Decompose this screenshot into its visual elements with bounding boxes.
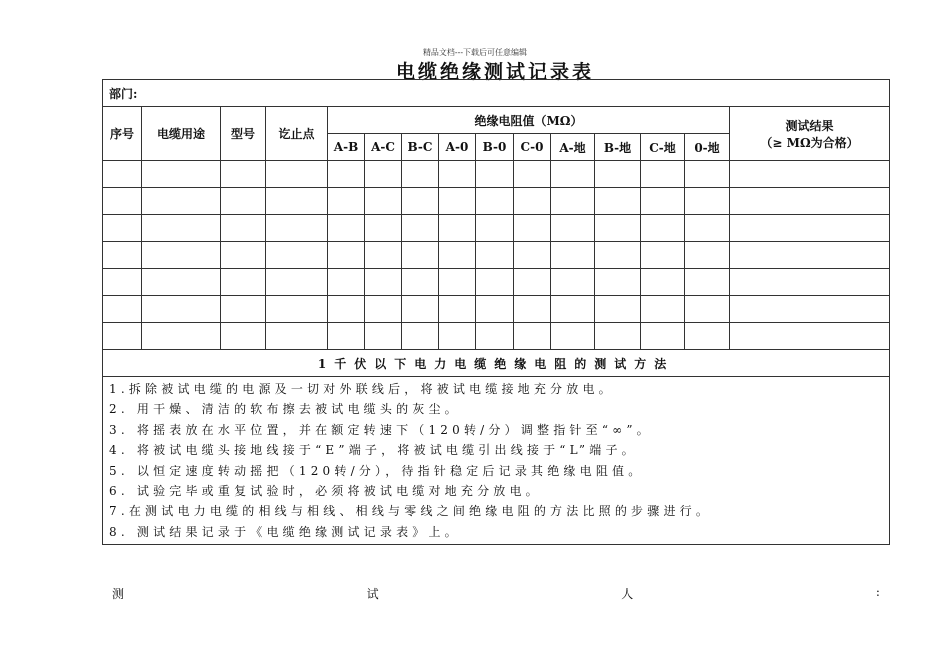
- table-cell[interactable]: [685, 296, 730, 323]
- table-row: [103, 161, 890, 188]
- table-cell[interactable]: [402, 215, 439, 242]
- table-cell[interactable]: [221, 188, 266, 215]
- table-cell[interactable]: [266, 323, 328, 350]
- method-step: 3. 将摇表放在水平位置，并在额定转速下（120转/分）调整指针至“∞”。: [109, 422, 653, 437]
- table-cell[interactable]: [641, 296, 685, 323]
- table-row: [103, 242, 890, 269]
- table-cell[interactable]: [266, 269, 328, 296]
- table-row: [103, 296, 890, 323]
- table-cell[interactable]: [142, 161, 221, 188]
- table-cell[interactable]: [439, 215, 476, 242]
- table-cell[interactable]: [365, 296, 402, 323]
- table-cell[interactable]: [266, 296, 328, 323]
- table-cell[interactable]: [730, 188, 890, 215]
- table-cell[interactable]: [439, 161, 476, 188]
- table-cell[interactable]: [328, 242, 365, 269]
- table-cell[interactable]: [551, 161, 595, 188]
- table-cell[interactable]: [595, 242, 641, 269]
- table-cell[interactable]: [551, 269, 595, 296]
- table-cell[interactable]: [266, 188, 328, 215]
- table-cell[interactable]: [551, 323, 595, 350]
- col-sub-1: A-C: [365, 134, 402, 161]
- table-cell[interactable]: [266, 161, 328, 188]
- signature-char: :: [875, 585, 880, 599]
- table-cell[interactable]: [730, 161, 890, 188]
- table-cell[interactable]: [730, 323, 890, 350]
- table-cell[interactable]: [685, 188, 730, 215]
- method-title: 1千伏以下电力电缆绝缘电阻的测试方法: [103, 350, 890, 377]
- table-cell[interactable]: [266, 242, 328, 269]
- table-cell[interactable]: [685, 242, 730, 269]
- table-cell[interactable]: [476, 188, 514, 215]
- table-cell[interactable]: [641, 188, 685, 215]
- col-result-line2: （≥ MΩ为合格）: [760, 135, 859, 150]
- col-model: 型号: [221, 107, 266, 161]
- col-sub-2: B-C: [402, 134, 439, 161]
- method-steps: [103, 377, 890, 545]
- table-cell[interactable]: [328, 215, 365, 242]
- table-cell[interactable]: [595, 296, 641, 323]
- col-usage: 电缆用途: [142, 107, 221, 161]
- table-cell[interactable]: [365, 215, 402, 242]
- table-cell[interactable]: [402, 161, 439, 188]
- dept-label: 部门:: [103, 80, 890, 107]
- table-cell[interactable]: [476, 215, 514, 242]
- table-cell[interactable]: [685, 161, 730, 188]
- record-table: [102, 79, 890, 545]
- col-seq: 序号: [103, 107, 142, 161]
- method-step: 5. 以恒定速度转动摇把（120转/分），待指针稳定后记录其绝缘电阻值。: [109, 463, 645, 478]
- table-cell[interactable]: [221, 215, 266, 242]
- table-row: [103, 215, 890, 242]
- page-title: 电缆绝缘测试记录表: [395, 61, 594, 83]
- table-cell[interactable]: [641, 242, 685, 269]
- table-cell[interactable]: [730, 242, 890, 269]
- method-step: 1.拆除被试电缆的电源及一切对外联线后，将被试电缆接地充分放电。: [109, 382, 615, 396]
- table-cell[interactable]: [476, 296, 514, 323]
- table-cell[interactable]: [103, 188, 142, 215]
- table-cell[interactable]: [103, 323, 142, 350]
- table-cell[interactable]: [365, 188, 402, 215]
- col-sub-5: C-0: [514, 134, 551, 161]
- table-cell[interactable]: [641, 323, 685, 350]
- table-cell[interactable]: [514, 215, 551, 242]
- table-cell[interactable]: [595, 215, 641, 242]
- table-cell[interactable]: [402, 188, 439, 215]
- table-cell[interactable]: [685, 323, 730, 350]
- table-cell[interactable]: [142, 269, 221, 296]
- table-cell[interactable]: [476, 242, 514, 269]
- col-result: [730, 107, 890, 161]
- table-cell[interactable]: [641, 269, 685, 296]
- signature-line: [102, 585, 890, 602]
- table-cell[interactable]: [439, 269, 476, 296]
- table-cell[interactable]: [595, 161, 641, 188]
- table-cell[interactable]: [551, 296, 595, 323]
- table-cell[interactable]: [142, 242, 221, 269]
- signature-char: 人: [621, 587, 634, 601]
- col-sub-6: A-地: [551, 134, 595, 161]
- table-cell[interactable]: [103, 242, 142, 269]
- method-step: 7.在测试电力电缆的相线与相线、相线与零线之间绝缘电阻的方法比照的步骤进行。: [109, 504, 713, 519]
- table-cell[interactable]: [365, 323, 402, 350]
- signature-char: 试: [366, 587, 379, 601]
- table-cell[interactable]: [641, 161, 685, 188]
- table-cell[interactable]: [365, 161, 402, 188]
- table-cell[interactable]: [402, 323, 439, 350]
- table-cell[interactable]: [328, 188, 365, 215]
- table-cell[interactable]: [142, 215, 221, 242]
- table-cell[interactable]: [221, 161, 266, 188]
- col-sub-7: B-地: [595, 134, 641, 161]
- table-cell[interactable]: [142, 296, 221, 323]
- method-step: 4. 将被试电缆头接地线接于“E”端子，将被试电缆引出线接于“L”端子。: [109, 443, 638, 458]
- table-cell[interactable]: [328, 296, 365, 323]
- table-cell[interactable]: [595, 188, 641, 215]
- table-cell[interactable]: [439, 188, 476, 215]
- table-cell[interactable]: [476, 269, 514, 296]
- table-cell[interactable]: [730, 215, 890, 242]
- table-row: [103, 269, 890, 296]
- table-cell[interactable]: [365, 269, 402, 296]
- table-cell[interactable]: [439, 296, 476, 323]
- table-cell[interactable]: [595, 323, 641, 350]
- table-cell[interactable]: [514, 269, 551, 296]
- col-sub-4: B-0: [476, 134, 514, 161]
- table-cell[interactable]: [142, 188, 221, 215]
- col-sub-9: 0-地: [685, 134, 730, 161]
- col-sub-0: A-B: [328, 134, 365, 161]
- table-cell[interactable]: [142, 323, 221, 350]
- table-cell[interactable]: [685, 215, 730, 242]
- table-cell[interactable]: [476, 323, 514, 350]
- header-note: 精品文档---下载后可任意编辑: [422, 48, 528, 57]
- col-sub-8: C-地: [641, 134, 685, 161]
- table-cell[interactable]: [328, 269, 365, 296]
- table-cell[interactable]: [439, 323, 476, 350]
- table-cell[interactable]: [730, 269, 890, 296]
- table-cell[interactable]: [103, 161, 142, 188]
- table-cell[interactable]: [476, 161, 514, 188]
- table-cell[interactable]: [402, 296, 439, 323]
- col-endpoints: 讫止点: [266, 107, 328, 161]
- table-cell[interactable]: [551, 215, 595, 242]
- method-step: 6. 试验完毕或重复试验时，必须将被试电缆对地充分放电。: [109, 484, 542, 499]
- table-cell[interactable]: [514, 296, 551, 323]
- table-cell[interactable]: [103, 269, 142, 296]
- method-step: 8. 测试结果记录于《电缆绝缘测试记录表》上。: [109, 524, 461, 539]
- table-cell[interactable]: [551, 188, 595, 215]
- table-row: [103, 188, 890, 215]
- table-cell[interactable]: [685, 269, 730, 296]
- table-cell[interactable]: [641, 215, 685, 242]
- table-cell[interactable]: [103, 296, 142, 323]
- table-cell[interactable]: [328, 161, 365, 188]
- table-cell[interactable]: [551, 242, 595, 269]
- col-result-line1: 测试结果: [785, 118, 834, 133]
- table-cell[interactable]: [514, 242, 551, 269]
- table-cell[interactable]: [221, 323, 266, 350]
- table-row: [103, 323, 890, 350]
- table-cell[interactable]: [365, 242, 402, 269]
- table-cell[interactable]: [221, 269, 266, 296]
- table-cell[interactable]: [730, 296, 890, 323]
- table-cell[interactable]: [103, 215, 142, 242]
- table-cell[interactable]: [514, 323, 551, 350]
- col-resistance-group: 绝缘电阻值（MΩ）: [328, 107, 730, 134]
- table-cell[interactable]: [439, 242, 476, 269]
- table-cell[interactable]: [514, 161, 551, 188]
- table-cell[interactable]: [266, 215, 328, 242]
- table-cell[interactable]: [328, 323, 365, 350]
- signature-char: 测: [112, 587, 125, 601]
- method-step: 2. 用干燥、清洁的软布擦去被试电缆头的灰尘。: [109, 402, 461, 417]
- table-cell[interactable]: [402, 269, 439, 296]
- table-cell[interactable]: [595, 269, 641, 296]
- table-cell[interactable]: [221, 296, 266, 323]
- table-cell[interactable]: [402, 242, 439, 269]
- table-cell[interactable]: [221, 242, 266, 269]
- col-sub-3: A-0: [439, 134, 476, 161]
- table-cell[interactable]: [514, 188, 551, 215]
